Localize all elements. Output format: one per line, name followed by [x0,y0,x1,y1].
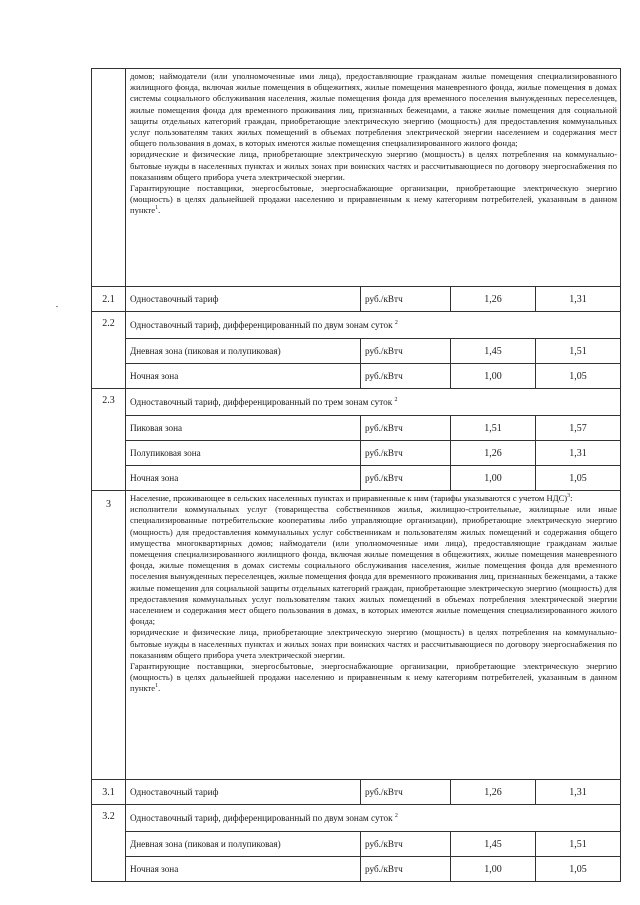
row-label [126,389,621,416]
row-label [126,312,621,339]
row-unit: руб./кВтч [361,857,451,882]
row-value-1: 1,26 [451,780,536,805]
row-number: 3 [92,491,126,780]
row-value-2: 1,31 [536,287,621,312]
section-2-paragraph: домов; наймодатели (или уполномоченные ими лица), предоставляющие гражданам жилые помещения специализированного жилищного фонда, включая жилые помещения в общежитиях, жилые помещения маневренного фонда, жилые помещения в домах системы социального обслуживания населения, жилые помещения фонда для временного поселения вынужденных переселенцев, жилые помещения фонда для временного проживания лиц, признанных беженцами, а также жилые помещения для социальной защиты отдельных категорий граждан, приобретающие электрическую энергию (мощность) для предоставления коммунальных услуг пользователям таких жилых помещений в объемах потребления электрической энергии населением и содержания мест общего пользования в домах, в которых имеются жилые помещения специализированного жилого фонда; [130,71,618,149]
row-label: Одноставочный тариф [126,780,361,805]
row-value-2: 1,05 [536,364,621,389]
row-number: 2.3 [92,389,126,491]
footnote-mark: 1 [155,205,159,212]
section-2-paragraph-text: Гарантирующие поставщики, энергосбытовые, энергоснабжающие организации, приобретающие электрическую энергию (мощность) в целях дальнейшей продажи населению и приравненным к нему категориям потребителей, указанным в данном пункте [130,183,618,216]
footnote-mark: 1 [155,683,159,690]
row-unit: руб./кВтч [361,832,451,857]
row-label-text: Одноставочный тариф, дифференцированный по трем зонам суток [130,397,393,407]
section-3-intro: Население, проживающее в сельских населенных пунктах и приравненные к ним (тарифы указываются с учетом НДС)$^3$: [130,493,573,503]
row-value-1: 1,00 [451,857,536,882]
row-unit: руб./кВтч [361,780,451,805]
footnote-mark: 2 [394,812,398,819]
row-value-1: 1,51 [451,416,536,441]
row-label: Ночная зона [126,466,361,491]
section-2-num-cell [92,69,126,287]
row-unit: руб./кВтч [361,287,451,312]
table-row [92,805,621,832]
section-3-paragraph-text: Гарантирующие поставщики, энергосбытовые, энергоснабжающие организации, приобретающие электрическую энергию (мощность) в целях дальнейшей продажи населению и приравненным к нему категориям потребителей, указанным в данном пункте [130,661,618,694]
row-value-1: 1,00 [451,364,536,389]
table-row [92,287,621,312]
table-row [92,857,621,882]
row-number: 3.2 [92,805,126,882]
row-unit: руб./кВтч [361,416,451,441]
table-row [92,441,621,466]
row-value-1: 1,45 [451,339,536,364]
row-value-2: 1,51 [536,832,621,857]
section-3-paragraph: исполнители коммунальных услуг (товарищества собственников жилья, жилищно-строительные, жилищные или иные специализированные потребительские кооперативы либо управляющие организации), приобретающие электрическую энергию (мощность) для предоставления коммунальных услуг собственникам и пользователям жилых помещений и содержания общего имущества многоквартирных домов; наймодатели (или уполномоченные ими лица), предоставляющие гражданам жилые помещения специализированного жилищного фонда, включая жилые помещения в общежитиях, жилые помещения маневренного фонда, жилые помещения в домах системы социального обслуживания населения, жилые помещения фонда для временного поселения вынужденных переселенцев, жилые помещения фонда для временного проживания лиц, признанных беженцами, а также жилые помещения для социальной защиты отдельных категорий граждан, приобретающие электрическую энергию (мощность) для предоставления коммунальных услуг пользователям таких жилых помещений в объемах потребления электрической энергии населением и содержания мест общего пользования в домах, в которых имеются жилые помещения специализированного жилого фонда; [130,504,618,627]
table-row [92,832,621,857]
row-label: Одноставочный тариф [126,287,361,312]
row-label-text: Одноставочный тариф, дифференцированный по двум зонам суток [130,320,393,330]
row-value-2: 1,57 [536,416,621,441]
section-3-intro-text: Население, проживающее в сельских населенных пунктах и приравненные к ним (тарифы указываются с учетом НДС) [130,493,568,503]
row-value-2: 1,05 [536,857,621,882]
section-2-paragraph: юридические и физические лица, приобретающие электрическую энергию (мощность) в целях потребления на коммунально-бытовые нужды в населенных пунктах и жилых зонах при воинских частях и рассчитывающиеся по договору энергоснабжения по показаниям общего прибора учета электрической энергии. [130,149,618,182]
row-unit: руб./кВтч [361,339,451,364]
footnote-mark: 2 [394,396,398,403]
table-row [92,364,621,389]
row-label-text: Одноставочный тариф, дифференцированный по двум зонам суток [130,813,393,823]
row-value-1: 1,45 [451,832,536,857]
table-row [92,780,621,805]
section-3-paragraph: юридические и физические лица, приобретающие электрическую энергию (мощность) в целях потребления на коммунально-бытовые нужды в населенных пунктах и жилых зонах при воинских частях и рассчитывающиеся по договору энергоснабжения по показаниям общего прибора учета электрической энергии. [130,627,618,660]
row-number: 2.2 [92,312,126,389]
footnote-mark: 2 [394,319,398,326]
table-row [92,416,621,441]
row-unit: руб./кВтч [361,466,451,491]
section-2-description [126,69,621,287]
row-value-1: 1,26 [451,287,536,312]
row-label: Пиковая зона [126,416,361,441]
row-number: 3.1 [92,780,126,805]
row-value-2: 1,51 [536,339,621,364]
tariff-table [91,68,621,882]
row-value-2: 1,05 [536,466,621,491]
table-row [92,312,621,339]
row-label: Дневная зона (пиковая и полупиковая) [126,339,361,364]
row-label: Дневная зона (пиковая и полупиковая) [126,832,361,857]
row-unit: руб./кВтч [361,441,451,466]
section-2-paragraph: Гарантирующие поставщики, энергосбытовые, энергоснабжающие организации, приобретающие электрическую энергию (мощность) в целях дальнейшей продажи населению и приравненным к нему категориям потребителей, указанным в данном пункте$^1$. [130,183,618,216]
section-3-description [126,491,621,780]
footnote-mark: 3 [567,493,571,500]
section-2-text-row [92,69,621,287]
row-value-1: 1,00 [451,466,536,491]
table-row [92,466,621,491]
row-number: 2.1 [92,287,126,312]
row-label: Полупиковая зона [126,441,361,466]
section-3-text-row [92,491,621,780]
margin-mark [56,306,58,307]
table-row [92,389,621,416]
row-value-2: 1,31 [536,780,621,805]
row-label: Ночная зона [126,364,361,389]
row-label [126,805,621,832]
row-value-1: 1,26 [451,441,536,466]
section-3-paragraph: Гарантирующие поставщики, энергосбытовые, энергоснабжающие организации, приобретающие электрическую энергию (мощность) в целях дальнейшей продажи населению и приравненным к нему категориям потребителей, указанным в данном пункте$^1$. [130,661,618,694]
row-value-2: 1,31 [536,441,621,466]
row-unit: руб./кВтч [361,364,451,389]
table-row [92,339,621,364]
row-label: Ночная зона [126,857,361,882]
